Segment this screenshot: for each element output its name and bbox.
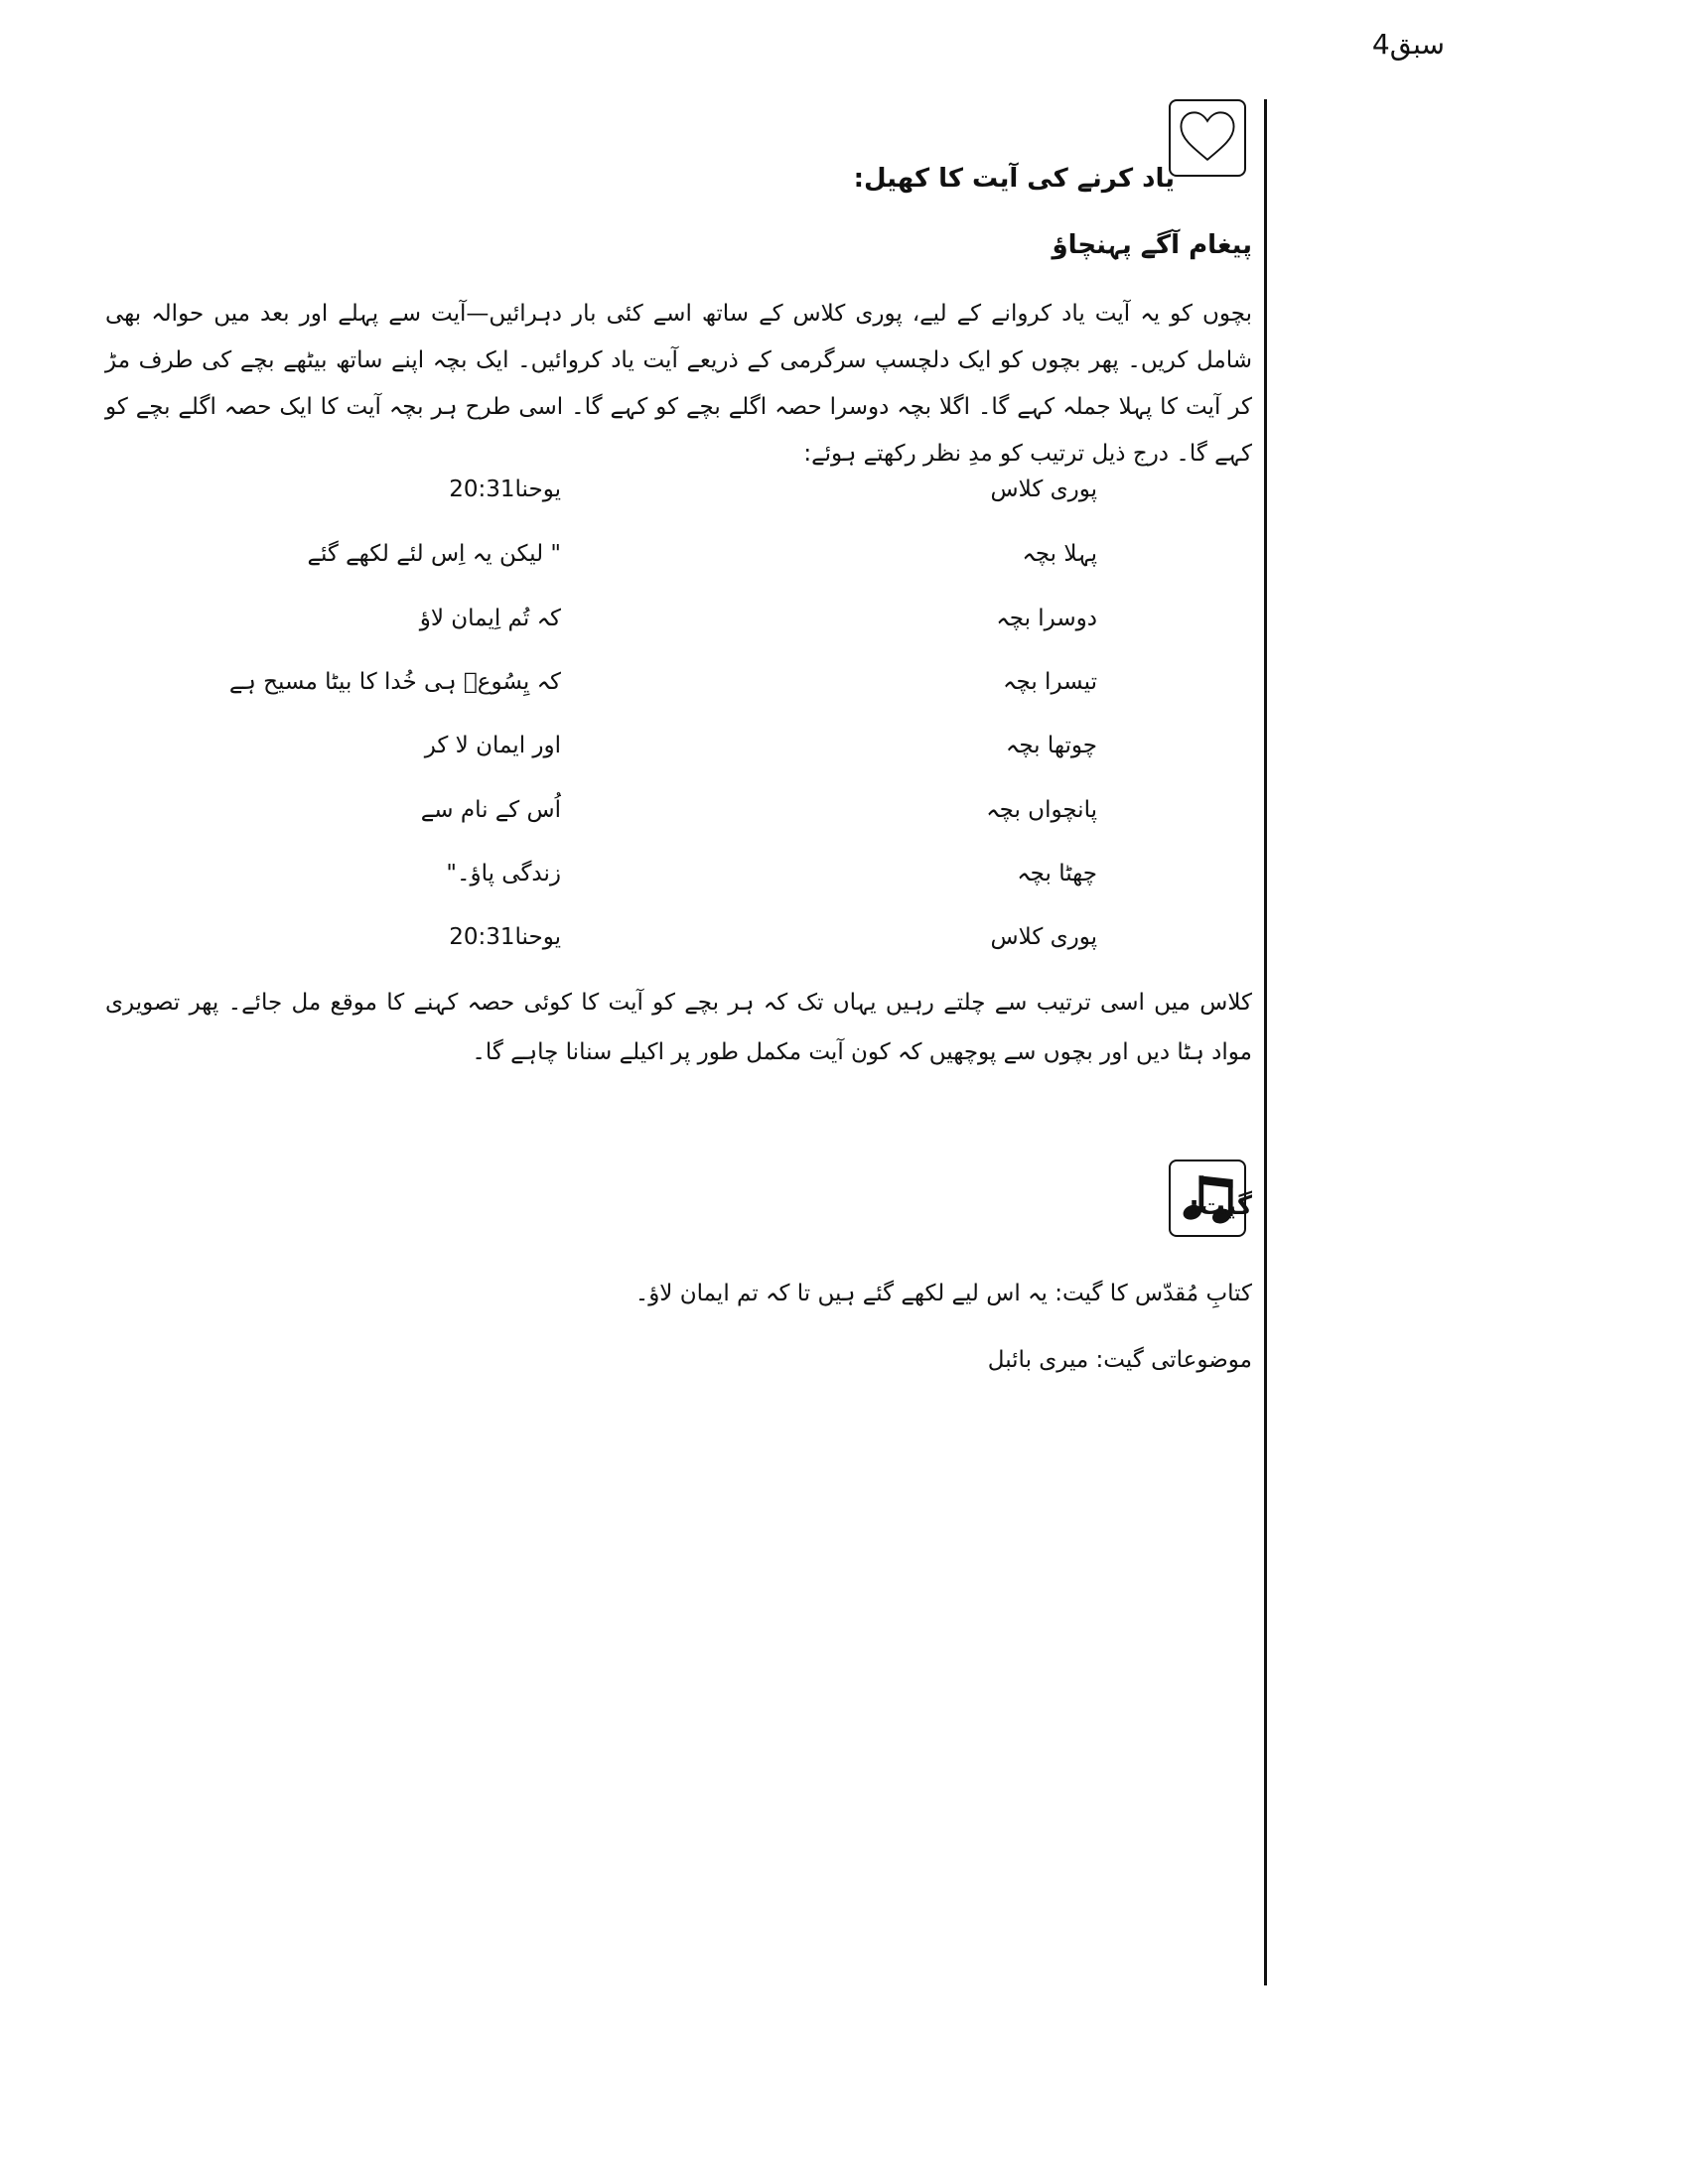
verse-row <box>0 797 1688 857</box>
margin-rule <box>1264 99 1267 1985</box>
speaker-label: دوسرا بچہ <box>996 606 1097 631</box>
songs-heading: گیت: <box>1189 1191 1252 1221</box>
verse-fragment: کہ تُم اِیمان لاؤ <box>419 606 561 631</box>
speaker-label: پوری کلاس <box>990 924 1097 950</box>
verse-fragment: کہ یِسُوعؔ ہی خُدا کا بیٹا مسیح ہے <box>228 669 561 695</box>
speaker-label: پانچواں بچہ <box>986 797 1097 823</box>
verse-row <box>0 606 1688 665</box>
speaker-label: چھٹا بچہ <box>1017 861 1097 887</box>
memory-verse-heading: یاد کرنے کی آیت کا کھیل: <box>853 164 1175 194</box>
speaker-label: تیسرا بچہ <box>1003 669 1097 695</box>
verse-row <box>0 477 1688 536</box>
verse-fragment: زندگی پاؤ۔" <box>446 861 561 887</box>
verse-row <box>0 669 1688 729</box>
verse-fragment: اُس کے نام سے <box>420 797 561 823</box>
theme-song-line: موضوعاتی گیت: میری بائبل <box>987 1347 1252 1373</box>
verse-row <box>0 924 1688 984</box>
speaker-label: پہلا بچہ <box>1022 541 1097 567</box>
instructions-paragraph: بچوں کو یہ آیت یاد کروانے کے لیے، پوری کلاس کے ساتھ اسے کئی بار دہرائیں—آیت سے پہلے اور بعد میں حوالہ بھی شامل کریں۔ پھر بچوں کو ایک دلچسپ سرگرمی کے ذریعے آیت یاد کروائیں۔ ایک بچہ اپنے ساتھ بیٹھے بچے کی طرف مڑ کر آیت کا پہلا جملہ کہے گا۔ اگلا بچہ دوسرا حصہ اگلے بچے کو کہے گا۔ اسی طرح ہر بچہ آیت کا ایک حصہ اگلے بچے کو کہے گا۔ درج ذیل ترتیب کو مدِ نظر رکھتے ہوئے: <box>105 301 1252 467</box>
verse-row <box>0 733 1688 792</box>
verse-fragment: یوحنا20:31 <box>449 924 561 950</box>
game-title: پیغام آگے پہنچاؤ <box>1052 230 1252 260</box>
verse-fragment: " لیکن یہ اِس لئے لکھے گئے <box>307 541 561 567</box>
closing-paragraph: کلاس میں اسی ترتیب سے چلتے رہیں یہاں تک کہ ہر بچے کو آیت کا کوئی حصہ کہنے کا موقع مل جائے۔ پھر تصویری مواد ہٹا دیں اور بچوں سے پوچھیں کہ کون آیت مکمل طور پر اکیلے سنانا چاہے گا۔ <box>105 990 1252 1065</box>
lesson-number: سبق4 <box>1371 28 1445 61</box>
speaker-label: پوری کلاس <box>990 477 1097 502</box>
speaker-label: چوتھا بچہ <box>1005 733 1097 758</box>
verse-fragment: یوحنا20:31 <box>449 477 561 502</box>
bible-song-line: کتابِ مُقدّس کا گیت: یہ اس لیے لکھے گئے ہیں تا کہ تم ایمان لاؤ۔ <box>634 1281 1252 1306</box>
verse-row <box>0 541 1688 601</box>
verse-row <box>0 861 1688 920</box>
verse-fragment: اور ایمان لا کر <box>424 733 561 758</box>
heart-icon <box>1169 99 1246 177</box>
